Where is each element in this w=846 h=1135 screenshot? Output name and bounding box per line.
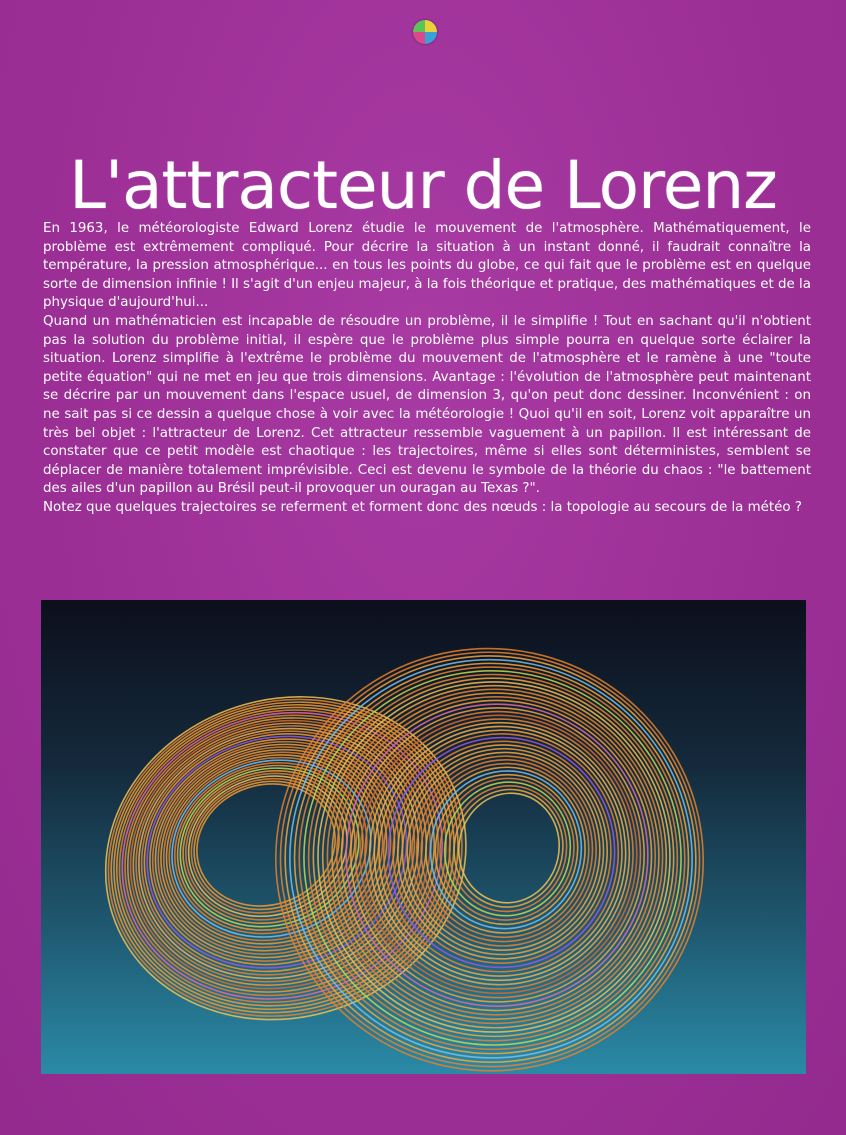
attractor-strand [449, 784, 570, 912]
page-title: L'attracteur de Lorenz [69, 147, 777, 225]
lorenz-attractor-image [41, 600, 806, 1074]
paragraph-1: En 1963, le météorologiste Edward Lorenz étudie le mouvement de l'atmosphère. Mathématiquement, le problème est extrêmement compliqué. Pour décrire la situation à un instant donné, il faudrait connaître la température, la pression atmosphérique... en tous les points du globe, ce qui fait que le problème est en quelque sorte de dimension infinie ! Il s'agit d'un enjeu majeur, à la fois théorique et pratique, des mathématiques et de la physique d'aujourd'hui... [43, 221, 811, 311]
paragraph-2: Quand un mathématicien est incapable de résoudre un problème, il le simplifie ! Tout en sachant qu'il n'obtient pas la solution du problème initial, il espère que le problème plus simple pourra en quelque sorte éclairer la situation. Lorenz simplifie à l'extrême le problème du mouvement de l'atmosphère et le ramène à une "toute petite équation" qui ne met en jeu que trois dimensions. Avantage : l'évolution de l'atmosphère peut maintenant se décrire par un mouvement dans l'espace usuel, de dimension 3, qu'on peut donc dessiner. Inconvénient : on ne sait pas si ce dessin a quelque chose à voir avec la météorologie ! Quoi qu'il en soit, Lorenz voit apparaître un très bel objet : l'attracteur de Lorenz. Cet attracteur ressemble vaguement à un papillon. Il est intéressant de constater que ce petit modèle est chaotique : les trajectoires, même si elles sont déterministes, semblent se déplacer de manière totalement imprévisible. Ceci est devenu le symbole de la théorie du chaos : "le battement des ailes d'un papillon au Brésil peut-il provoquer un ouragan au Texas ?". [43, 313, 811, 497]
logo-icon [413, 20, 437, 44]
article-body [43, 220, 811, 518]
paragraph-3: Notez que quelques trajectoires se referment et forment donc des nœuds : la topologie au secours de la météo ? [43, 499, 802, 515]
lorenz-attractor-drawing [41, 600, 806, 1074]
